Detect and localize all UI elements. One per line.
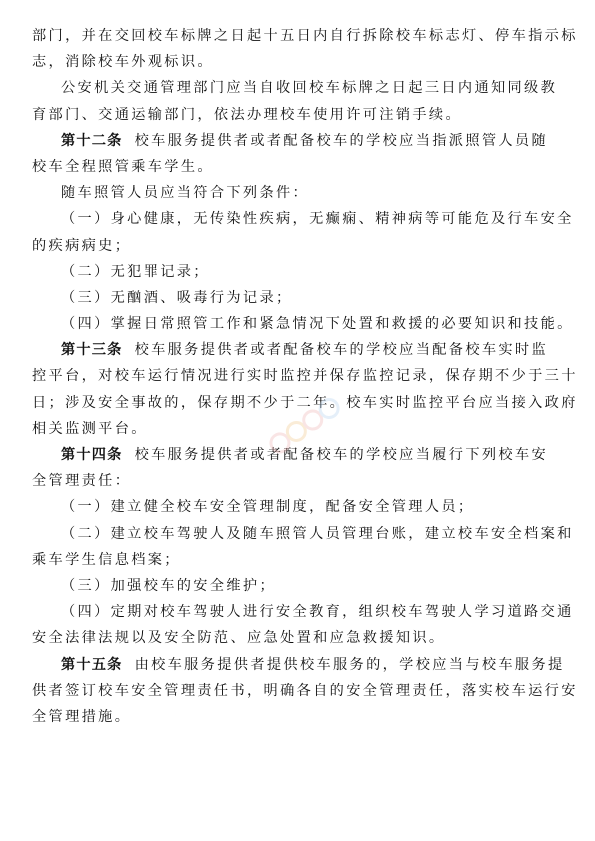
text-line — [32, 49, 572, 75]
line-text: 公安机关交通管理部门应当自收回校车标牌之日起三日内通知同级教 — [61, 80, 558, 97]
text-line — [32, 390, 578, 416]
document-body — [32, 23, 578, 730]
line-text: （一）身心健康，无传染性疾病，无癫痫、精神病等可能危及行车安全 — [61, 211, 574, 228]
line-text: （三）无酗酒、吸毒行为记录； — [61, 289, 293, 306]
text-line — [32, 625, 572, 651]
list-item — [32, 494, 572, 520]
line-text: 由校车服务提供者提供校车服务的，学校应当与校车服务提 — [134, 656, 565, 673]
text-line — [32, 363, 578, 389]
list-item — [32, 521, 572, 547]
line-text: （二）建立校车驾驶人及随车照管人员管理台账，建立校车安全档案和 — [61, 525, 574, 542]
line-text: 相关监测平台。 — [32, 420, 148, 437]
line-text: 校车全程照管乘车学生。 — [32, 158, 214, 175]
article-heading: 第十二条 — [61, 132, 123, 149]
line-text: 日；涉及安全事故的，保存期不少于二年。校车实时监控平台应当接入政府 — [32, 394, 578, 411]
text-line — [32, 416, 572, 442]
article-14 — [32, 442, 572, 468]
article-heading: 第十三条 — [61, 342, 123, 359]
list-item — [32, 599, 572, 625]
text-line — [32, 547, 572, 573]
line-text: 控平台，对校车运行情况进行实时监控并保存监控记录，保存期不少于三十 — [32, 368, 578, 385]
line-text: 部门，并在交回校车标牌之日起十五日内自行拆除校车标志灯、停车指示标 — [32, 28, 578, 44]
list-item — [32, 311, 572, 337]
line-text: 的疾病病史； — [32, 237, 132, 254]
line-text: （四）定期对校车驾驶人进行安全教育，组织校车驾驶人学习道路交通 — [61, 604, 574, 621]
line-text: 校车服务提供者或者配备校车的学校应当履行下列校车安 — [134, 447, 549, 463]
line-text: （三）加强校车的安全维护； — [61, 577, 276, 594]
line-text: 安全法律法规以及安全防范、应急处置和应急救援知识。 — [32, 630, 446, 647]
text-line — [32, 23, 578, 49]
line-text: 育部门、交通运输部门，依法办理校车使用许可注销手续。 — [32, 106, 462, 123]
line-text: 校车服务提供者或者配备校车的学校应当指派照管人员随 — [134, 132, 549, 149]
text-line — [32, 154, 572, 180]
text-line — [32, 233, 572, 259]
line-text: 校车服务提供者或者配备校车的学校应当配备校车实时监 — [134, 342, 549, 359]
paragraph-line — [32, 75, 572, 101]
list-item — [32, 573, 572, 599]
line-text: （一）建立健全校车安全管理制度，配备安全管理人员； — [61, 499, 475, 516]
list-item — [32, 285, 572, 311]
text-line — [32, 704, 572, 730]
article-12 — [32, 128, 572, 154]
article-heading: 第十五条 — [61, 656, 123, 673]
list-item — [32, 259, 572, 285]
text-line — [32, 102, 572, 128]
paragraph-line — [32, 180, 572, 206]
article-heading: 第十四条 — [61, 447, 123, 463]
line-text: 供者签订校车安全管理责任书，明确各自的安全管理责任，落实校车运行安 — [32, 682, 578, 699]
list-item — [32, 206, 572, 232]
line-text: 全管理措施。 — [32, 708, 132, 725]
article-13 — [32, 337, 572, 363]
article-15 — [32, 652, 572, 678]
line-text: 全管理责任： — [32, 473, 132, 490]
text-line — [32, 678, 578, 704]
line-text: 志，消除校车外观标识。 — [32, 54, 214, 71]
line-text: 随车照管人员应当符合下列条件： — [61, 185, 310, 202]
text-line — [32, 468, 572, 494]
line-text: 乘车学生信息档案； — [32, 551, 181, 568]
line-text: （二）无犯罪记录； — [61, 263, 210, 280]
line-text: （四）掌握日常照管工作和紧急情况下处置和救援的必要知识和技能。 — [61, 316, 574, 333]
